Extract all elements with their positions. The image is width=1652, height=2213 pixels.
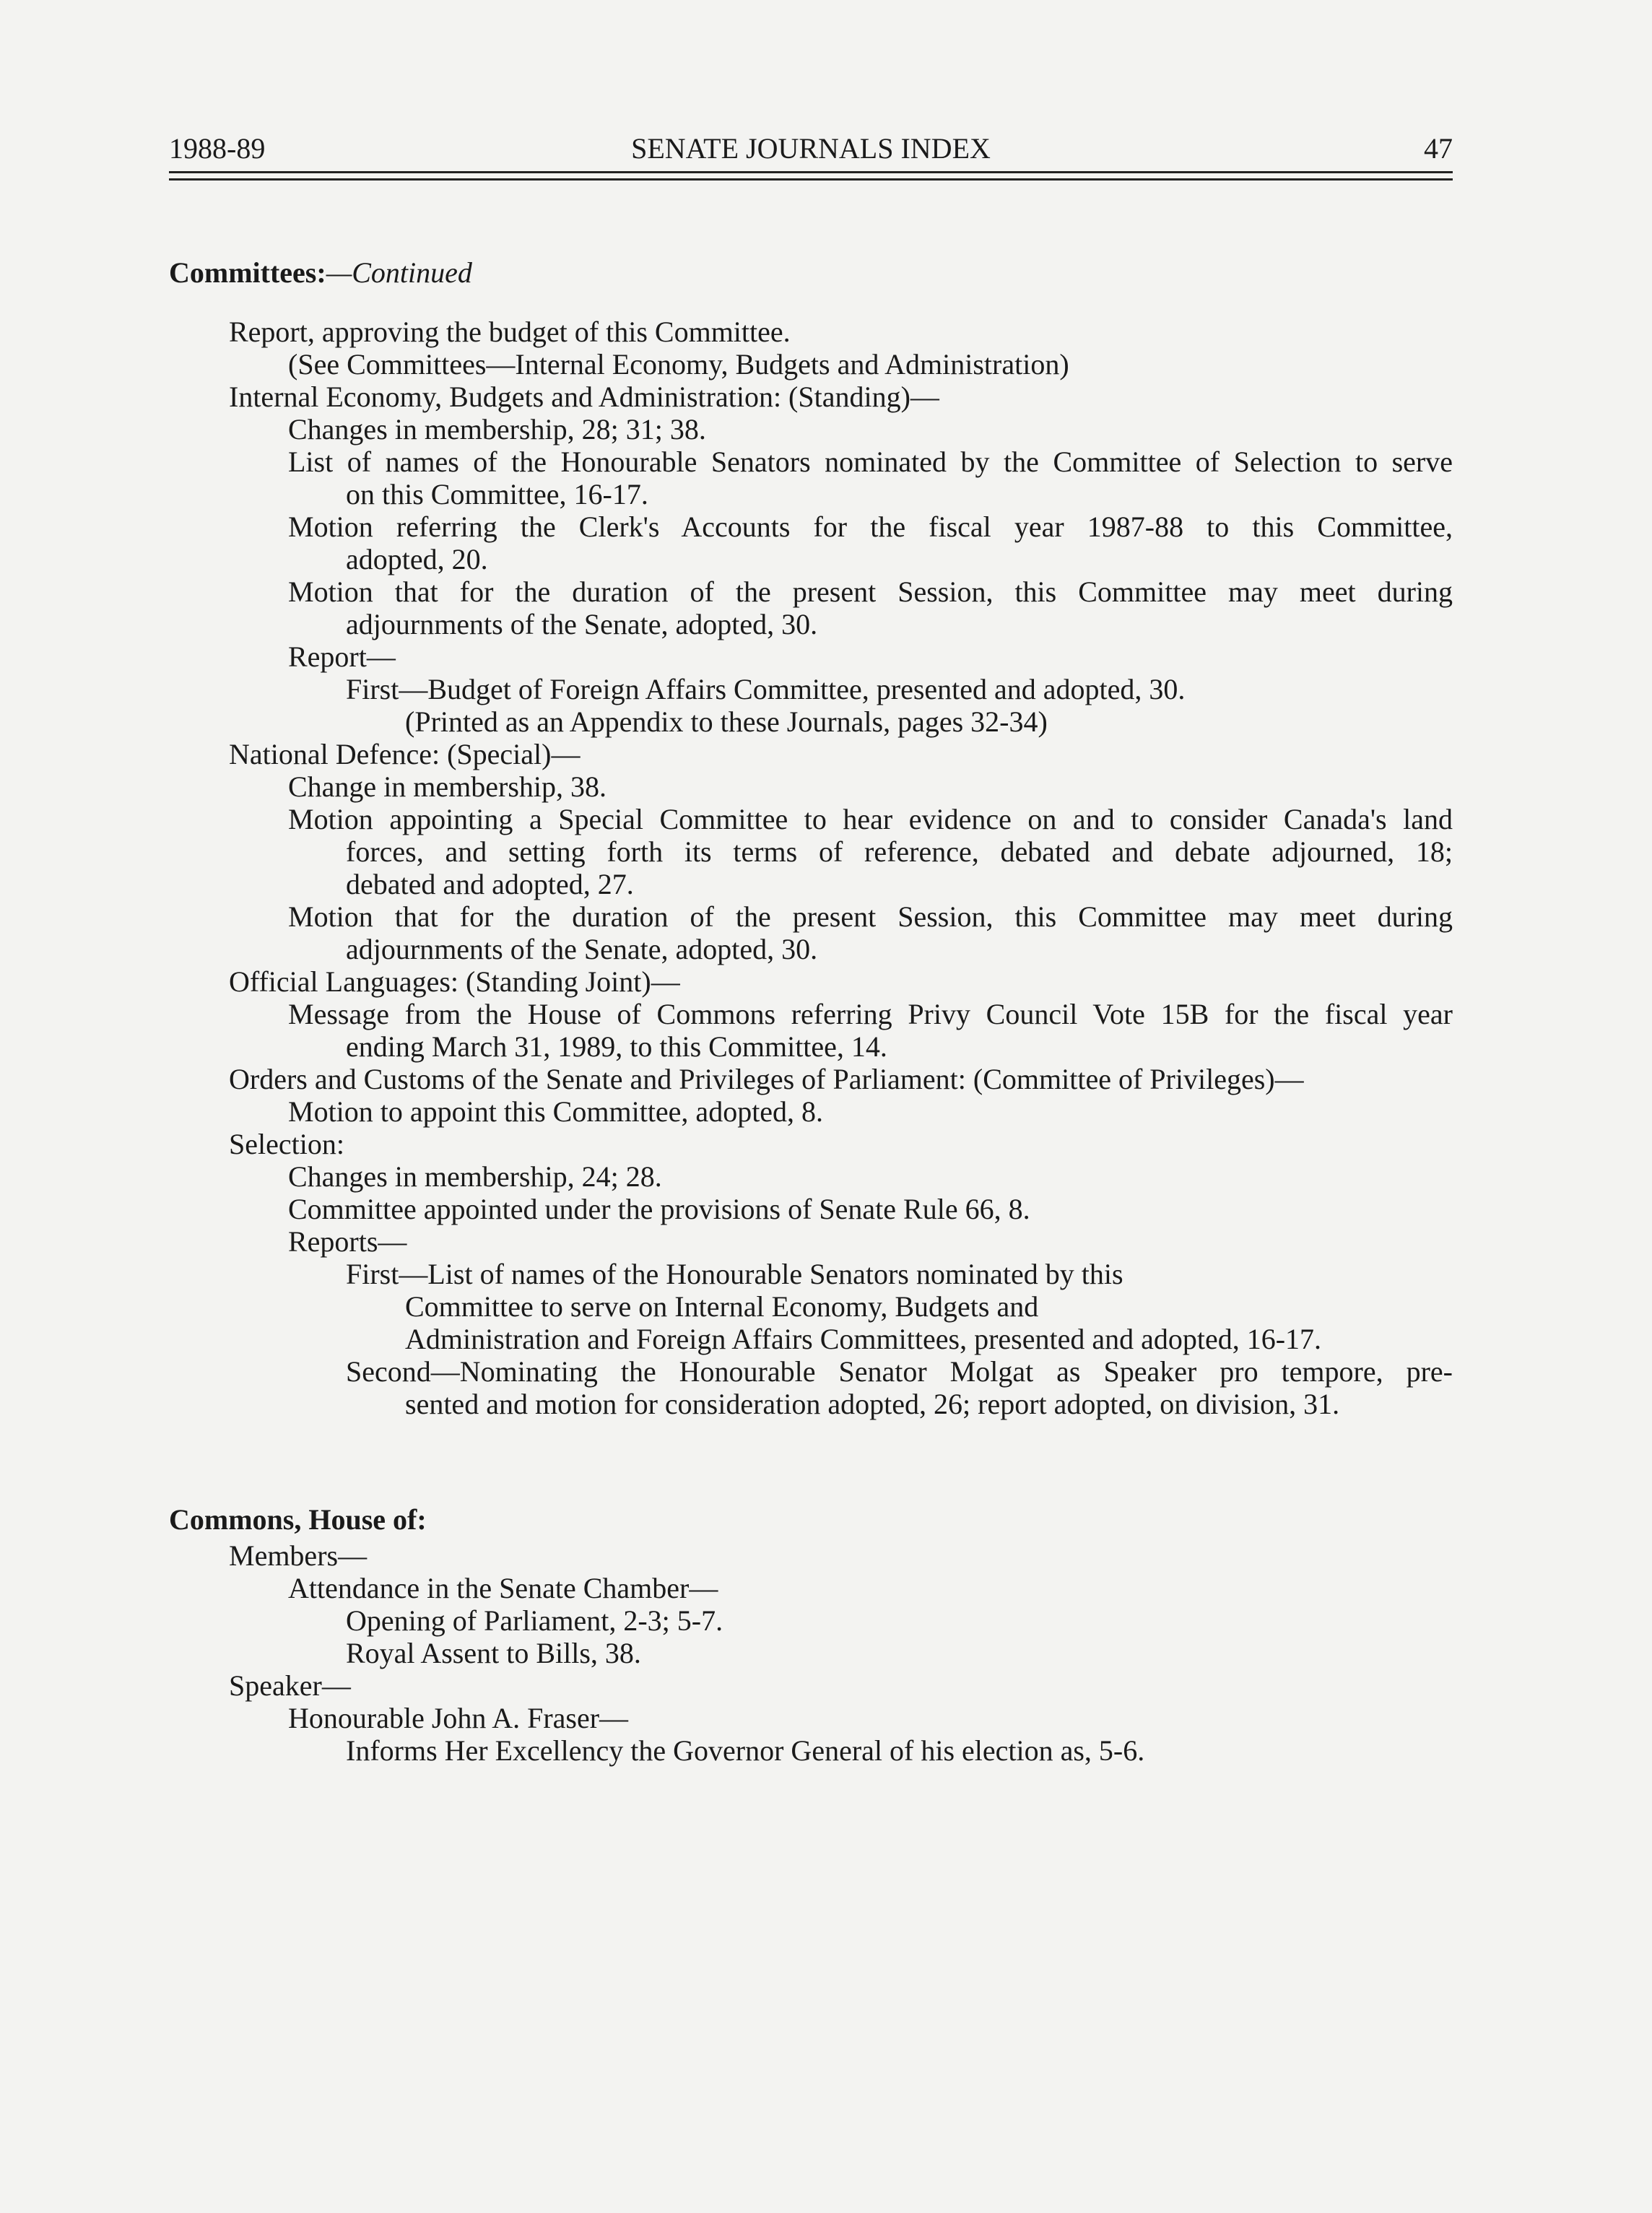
index-entry: List of names of the Honourable Senators nominated by the Committee of Selection to serve [288, 445, 1453, 478]
index-entry: Members— [229, 1539, 368, 1572]
index-entry-continued: on this Committee, 16-17. [346, 478, 648, 510]
index-entry: Motion appointing a Special Committee to hear evidence on and to consider Canada's land [288, 803, 1453, 835]
index-entry: First—List of names of the Honourable Senators nominated by this [346, 1258, 1123, 1290]
index-entry-continued: debated and adopted, 27. [346, 868, 634, 900]
page-number: 47 [1424, 132, 1453, 165]
index-entry: Informs Her Excellency the Governor General of his election as, 5-6. [346, 1734, 1145, 1767]
index-entry: Reports— [288, 1225, 407, 1258]
index-entry: Motion referring the Clerk's Accounts for the fiscal year 1987-88 to this Committee, [288, 510, 1453, 543]
index-entry: Attendance in the Senate Chamber— [288, 1572, 718, 1604]
index-entry-continued: forces, and setting forth its terms of reference, debated and debate adjourned, 18; [346, 835, 1453, 868]
index-entry: Speaker— [229, 1669, 351, 1702]
index-entry: Message from the House of Commons referring Privy Council Vote 15B for the fiscal year [288, 998, 1453, 1030]
header-rule-bottom [169, 178, 1453, 181]
index-entry: Change in membership, 38. [288, 770, 607, 803]
header-rule-top [169, 171, 1453, 173]
index-entry: Second—Nominating the Honourable Senator Molgat as Speaker pro tempore, pre- [346, 1355, 1453, 1388]
index-entry: Motion to appoint this Committee, adopted, 8. [288, 1095, 824, 1128]
index-entry-continued: sented and motion for consideration adopted, 26; report adopted, on division, 31. [405, 1388, 1340, 1420]
cross-reference: (Printed as an Appendix to these Journals, pages 32-34) [405, 705, 1048, 738]
index-entry-continued: ending March 31, 1989, to this Committee, 14. [346, 1030, 887, 1063]
index-entry-continued: adopted, 20. [346, 543, 488, 575]
commons-heading: Commons, House of: [169, 1503, 427, 1536]
committee-name: National Defence: (Special)— [229, 738, 581, 770]
page-header [169, 131, 1453, 168]
index-entry: Motion that for the duration of the present Session, this Committee may meet during [288, 900, 1453, 933]
index-entry: Committee appointed under the provisions of Senate Rule 66, 8. [288, 1193, 1030, 1225]
index-entry-continued: Committee to serve on Internal Economy, Budgets and [405, 1290, 1039, 1323]
session-year: 1988-89 [169, 132, 266, 165]
index-entry: Changes in membership, 28; 31; 38. [288, 413, 706, 445]
index-entry: Royal Assent to Bills, 38. [346, 1637, 641, 1669]
committee-name: Internal Economy, Budgets and Administration: (Standing)— [229, 381, 939, 413]
index-entry-continued: Administration and Foreign Affairs Committees, presented and adopted, 16-17. [405, 1323, 1322, 1355]
index-entry-continued: adjournments of the Senate, adopted, 30. [346, 608, 818, 640]
index-entry: Changes in membership, 24; 28. [288, 1160, 662, 1193]
committees-heading: Committees:—Continued [169, 256, 472, 289]
cross-reference: (See Committees—Internal Economy, Budgets and Administration) [288, 348, 1069, 381]
committee-name: Selection: [229, 1128, 344, 1160]
index-entry: Honourable John A. Fraser— [288, 1702, 629, 1734]
index-entry: First—Budget of Foreign Affairs Committee, presented and adopted, 30. [346, 673, 1186, 705]
running-title: SENATE JOURNALS INDEX [631, 132, 991, 165]
index-entry: Opening of Parliament, 2-3; 5-7. [346, 1604, 723, 1637]
committee-name: Official Languages: (Standing Joint)— [229, 965, 680, 998]
index-content [169, 256, 1453, 1767]
index-entry-continued: adjournments of the Senate, adopted, 30. [346, 933, 818, 965]
index-entry: Report— [288, 640, 396, 673]
continued-label: —Continued [326, 256, 472, 289]
index-entry: Motion that for the duration of the present Session, this Committee may meet during [288, 575, 1453, 608]
committee-name: Orders and Customs of the Senate and Privileges of Parliament: (Committee of Privileges)— [229, 1063, 1304, 1095]
index-entry: Report, approving the budget of this Committee. [229, 316, 791, 348]
